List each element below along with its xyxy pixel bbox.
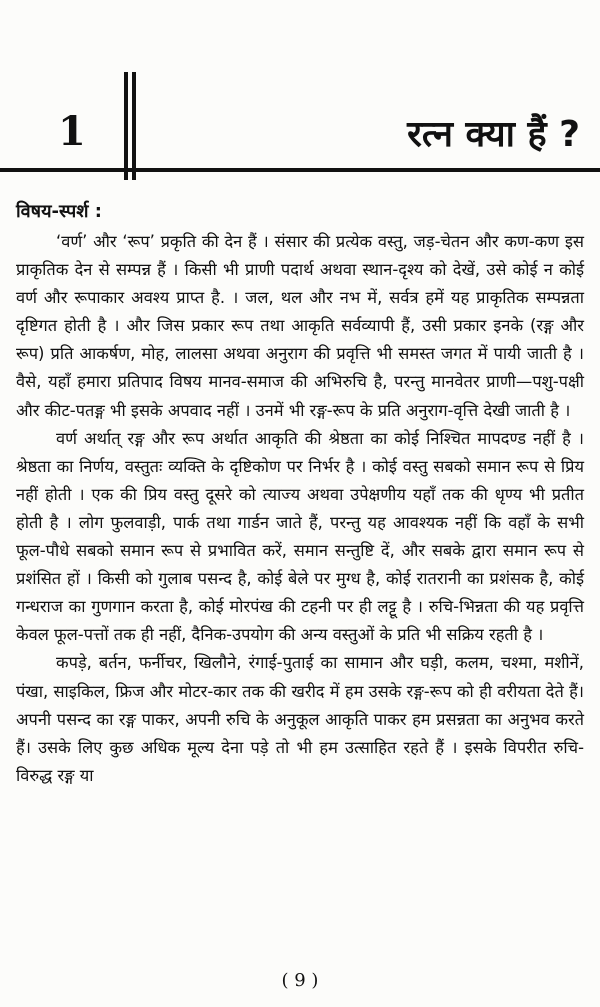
section-heading: विषय-स्पर्श : [16, 201, 102, 222]
chapter-title: रत्न क्या हैं ? [407, 114, 580, 155]
paragraph-1: ‘वर्ण’ और ‘रूप’ प्रकृति की देन हैं । संसार की प्रत्येक वस्तु, जड़-चेतन और कण-कण इस प्राकृतिक देन से सम्पन्न हैं । किसी भी प्राणी पदार्थ अथवा स्थान-दृश्य को देखें, उसे कोई न कोई वर्ण और रूपाकार अवश्य प्राप्त है. । जल, थल और नभ में, सर्वत्र हमें यह प्राकृतिक सम्पन्नता दृष्टिगत होती है । और जिस प्रकार रूप तथा आकृति सर्वव्यापी हैं, उसी प्रकार इनके (रङ्ग और रूप) प्रति आकर्षण, मोह, लालसा अथवा अनुराग की प्रवृत्ति भी समस्त जगत में पायी जाती है । वैसे, यहाँ हमारा प्रतिपाद विषय मानव-समाज की अभिरुचि है, परन्तु मानवेतर प्राणी—पशु-पक्षी और कीट-पतङ्ग भी इसके अपवाद नहीं । उनमें भी रङ्ग-रूप के प्रति अनुराग-वृत्ति देखी जाती है । [16, 232, 584, 420]
vertical-bar-left [124, 72, 128, 180]
paragraph-2: वर्ण अर्थात् रङ्ग और रूप अर्थात आकृति की श्रेष्ठता का कोई निश्चित मापदण्ड नहीं है । श्रेष्ठता का निर्णय, वस्तुतः व्यक्ति के दृष्टिकोण पर निर्भर है । कोई वस्तु सबको समान रूप से प्रिय नहीं होती । एक की प्रिय वस्तु दूसरे को त्याज्य अथवा उपेक्षणीय यहाँ तक की धृण्य भी प्रतीत होती है । लोग फुलवाड़ी, पार्क तथा गार्डन जाते हैं, परन्तु यह आवश्यक नहीं कि वहाँ के सभी फूल-पौधे सबको समान रूप से प्रभावित करें, समान सन्तुष्टि दें, और सबके द्वारा समान रूप से प्रशंसित हों । किसी को गुलाब पसन्द है, कोई बेले पर मुग्ध है, कोई रातरानी का प्रशंसक है, कोई गन्धराज का गुणगान करता है, कोई मोरपंख की टहनी पर ही लट्टू है । रुचि-भिन्नता की यह प्रवृत्ति केवल फूल-पत्तों तक ही नहीं, दैनिक-उपयोग की अन्य वस्तुओं के प्रति भी सक्रिय रहती है । [16, 428, 584, 645]
paragraph-3: कपड़े, बर्तन, फर्नीचर, खिलौने, रंगाई-पुताई का सामान और घड़ी, कलम, चश्मा, मशीनें, पंखा, साइकिल, फ्रिज और मोटर-कार तक की खरीद में हम उसके रङ्ग-रूप को ही वरीयता देते हैं। अपनी पसन्द का रङ्ग पाकर, अपनी रुचि के अनुकूल आकृति पाकर हम प्रसन्नता का अनुभव करते हैं। उसके लिए कुछ अधिक मूल्य देना पड़े तो भी हम उत्साहित रहते हैं । इसके विपरीत रुचि-विरुद्ध रङ्ग या [16, 653, 584, 785]
header-rule [0, 168, 600, 172]
page-number: ( 9 ) [281, 970, 319, 991]
chapter-number: 1 [58, 108, 86, 155]
vertical-bar-right [132, 72, 136, 180]
page-content [16, 196, 584, 790]
